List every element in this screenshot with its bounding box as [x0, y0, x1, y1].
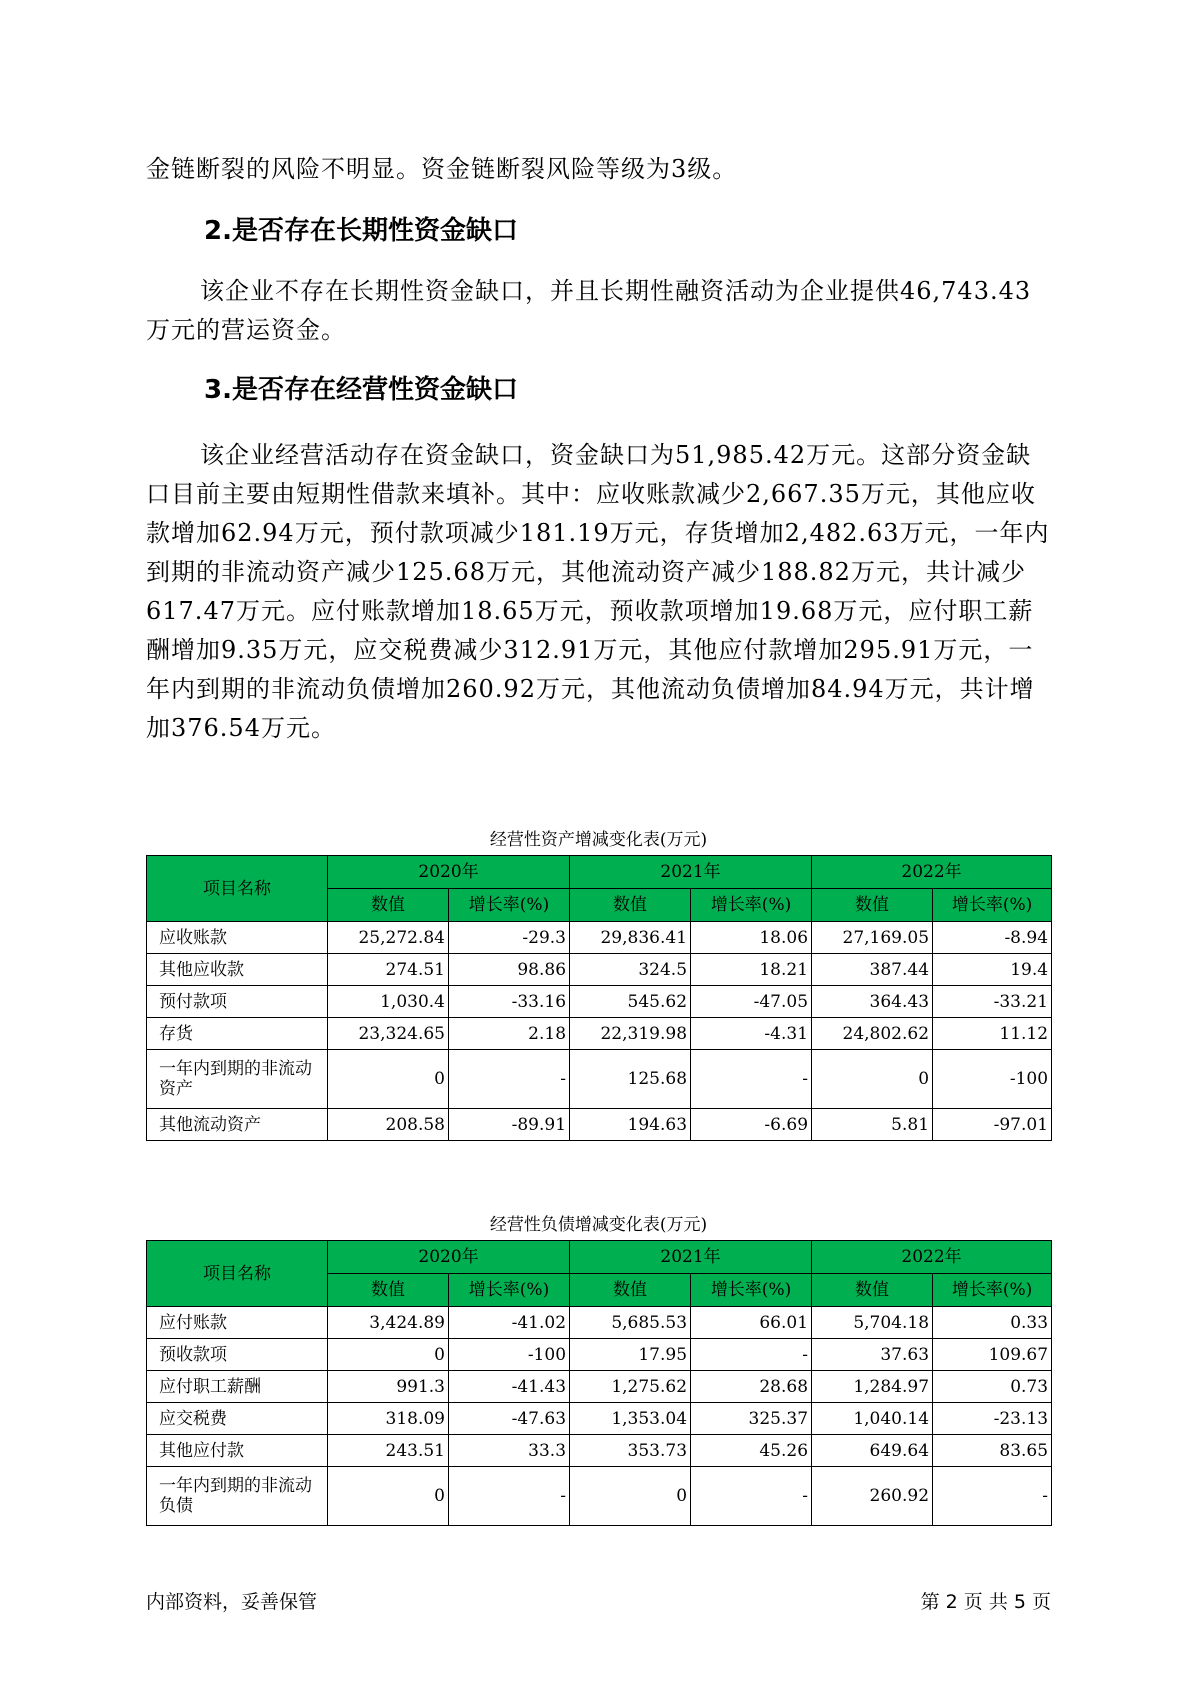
cell-value: 23,324.65	[328, 1018, 449, 1050]
cell-growth: -	[449, 1467, 570, 1526]
table-row	[147, 954, 1052, 986]
cell-growth: -	[449, 1050, 570, 1109]
cell-growth: 83.65	[933, 1435, 1052, 1467]
header-value: 数值	[812, 1274, 933, 1307]
cell-value: 17.95	[570, 1339, 691, 1371]
table-row	[147, 1467, 1052, 1526]
table-row	[147, 1403, 1052, 1435]
cell-value: 387.44	[812, 954, 933, 986]
cell-growth: -6.69	[691, 1109, 812, 1141]
cell-growth: -33.21	[933, 986, 1052, 1018]
cell-value: 1,030.4	[328, 986, 449, 1018]
header-value: 数值	[328, 1274, 449, 1307]
cell-value: 0	[812, 1050, 933, 1109]
row-label: 应收账款	[147, 922, 328, 954]
cell-value: 545.62	[570, 986, 691, 1018]
liability-table-caption: 经营性负债增减变化表(万元)	[489, 1215, 708, 1235]
header-growth: 增长率(%)	[933, 889, 1052, 922]
header-year-2020: 2020年	[328, 1241, 570, 1274]
cell-growth: 45.26	[691, 1435, 812, 1467]
row-label: 一年内到期的非流动负债	[147, 1467, 328, 1526]
header-growth: 增长率(%)	[691, 889, 812, 922]
cell-value: 0	[328, 1467, 449, 1526]
cell-value: 3,424.89	[328, 1307, 449, 1339]
cell-growth: -	[691, 1050, 812, 1109]
cell-growth: -41.02	[449, 1307, 570, 1339]
cell-value: 0	[570, 1467, 691, 1526]
cell-value: 1,353.04	[570, 1403, 691, 1435]
cell-growth: 33.3	[449, 1435, 570, 1467]
header-value: 数值	[812, 889, 933, 922]
row-label: 其他流动资产	[147, 1109, 328, 1141]
cell-growth: -97.01	[933, 1109, 1052, 1141]
cell-value: 24,802.62	[812, 1018, 933, 1050]
footer-confidential-note: 内部资料，妥善保管	[146, 1591, 318, 1613]
heading-operating-gap: 3.是否存在经营性资金缺口	[204, 375, 518, 405]
row-label: 预收款项	[147, 1339, 328, 1371]
row-label: 应付账款	[147, 1307, 328, 1339]
cell-value: 364.43	[812, 986, 933, 1018]
cell-growth: 0.73	[933, 1371, 1052, 1403]
paragraph-risk-level: 金链断裂的风险不明显。资金链断裂风险等级为3级。	[146, 155, 738, 183]
cell-value: 260.92	[812, 1467, 933, 1526]
row-label: 其他应收款	[147, 954, 328, 986]
cell-growth: 66.01	[691, 1307, 812, 1339]
cell-growth: -47.63	[449, 1403, 570, 1435]
cell-value: 125.68	[570, 1050, 691, 1109]
cell-value: 27,169.05	[812, 922, 933, 954]
asset-table	[146, 855, 1052, 1141]
cell-growth: -4.31	[691, 1018, 812, 1050]
cell-growth: 98.86	[449, 954, 570, 986]
cell-value: 324.5	[570, 954, 691, 986]
cell-value: 318.09	[328, 1403, 449, 1435]
row-label: 应付职工薪酬	[147, 1371, 328, 1403]
header-year-2021: 2021年	[570, 1241, 812, 1274]
cell-growth: -	[691, 1467, 812, 1526]
cell-growth: 18.21	[691, 954, 812, 986]
cell-value: 22,319.98	[570, 1018, 691, 1050]
table-row	[147, 1371, 1052, 1403]
cell-value: 29,836.41	[570, 922, 691, 954]
cell-value: 274.51	[328, 954, 449, 986]
header-value: 数值	[328, 889, 449, 922]
table-row	[147, 1050, 1052, 1109]
cell-growth: -29.3	[449, 922, 570, 954]
cell-growth: 11.12	[933, 1018, 1052, 1050]
cell-value: 353.73	[570, 1435, 691, 1467]
table-row	[147, 986, 1052, 1018]
table-row	[147, 922, 1052, 954]
asset-table-caption: 经营性资产增减变化表(万元)	[489, 830, 708, 850]
cell-value: 5,704.18	[812, 1307, 933, 1339]
row-label: 预付款项	[147, 986, 328, 1018]
cell-growth: -47.05	[691, 986, 812, 1018]
cell-growth: -33.16	[449, 986, 570, 1018]
cell-growth: -100	[449, 1339, 570, 1371]
cell-value: 208.58	[328, 1109, 449, 1141]
cell-value: 25,272.84	[328, 922, 449, 954]
cell-value: 991.3	[328, 1371, 449, 1403]
table-row	[147, 1109, 1052, 1141]
cell-value: 194.63	[570, 1109, 691, 1141]
cell-growth: 28.68	[691, 1371, 812, 1403]
cell-value: 1,284.97	[812, 1371, 933, 1403]
cell-growth: -	[691, 1339, 812, 1371]
footer-page-number: 第 2 页 共 5 页	[920, 1591, 1051, 1613]
header-growth: 增长率(%)	[691, 1274, 812, 1307]
header-year-2022: 2022年	[812, 1241, 1052, 1274]
row-label: 其他应付款	[147, 1435, 328, 1467]
header-growth: 增长率(%)	[449, 889, 570, 922]
cell-growth: 2.18	[449, 1018, 570, 1050]
table-row	[147, 1339, 1052, 1371]
cell-value: 5.81	[812, 1109, 933, 1141]
header-year-2022: 2022年	[812, 856, 1052, 889]
row-label: 存货	[147, 1018, 328, 1050]
cell-growth: -41.43	[449, 1371, 570, 1403]
cell-growth: 0.33	[933, 1307, 1052, 1339]
header-value: 数值	[570, 889, 691, 922]
cell-growth: -	[933, 1467, 1052, 1526]
liability-table	[146, 1240, 1052, 1526]
header-year-2020: 2020年	[328, 856, 570, 889]
row-label: 应交税费	[147, 1403, 328, 1435]
cell-growth: 18.06	[691, 922, 812, 954]
cell-value: 1,040.14	[812, 1403, 933, 1435]
cell-value: 37.63	[812, 1339, 933, 1371]
cell-growth: -8.94	[933, 922, 1052, 954]
cell-value: 0	[328, 1339, 449, 1371]
header-item-name: 项目名称	[147, 856, 328, 922]
header-year-2021: 2021年	[570, 856, 812, 889]
cell-value: 243.51	[328, 1435, 449, 1467]
cell-growth: -89.91	[449, 1109, 570, 1141]
cell-value: 5,685.53	[570, 1307, 691, 1339]
cell-value: 0	[328, 1050, 449, 1109]
cell-growth: 325.37	[691, 1403, 812, 1435]
cell-growth: 109.67	[933, 1339, 1052, 1371]
header-growth: 增长率(%)	[933, 1274, 1052, 1307]
cell-value: 649.64	[812, 1435, 933, 1467]
paragraph-long-term-gap: 该企业不存在长期性资金缺口，并且长期性融资活动为企业提供46,743.43万元的营运资金。	[146, 277, 1032, 344]
header-growth: 增长率(%)	[449, 1274, 570, 1307]
row-label: 一年内到期的非流动资产	[147, 1050, 328, 1109]
table-row	[147, 1435, 1052, 1467]
cell-growth: 19.4	[933, 954, 1052, 986]
table-row	[147, 1018, 1052, 1050]
cell-growth: -23.13	[933, 1403, 1052, 1435]
heading-long-term-gap: 2.是否存在长期性资金缺口	[204, 216, 518, 246]
header-value: 数值	[570, 1274, 691, 1307]
header-item-name: 项目名称	[147, 1241, 328, 1307]
paragraph-operating-gap: 该企业经营活动存在资金缺口，资金缺口为51,985.42万元。这部分资金缺口目前主要由短期性借款来填补。其中：应收账款减少2,667.35万元，其他应收款增加62.94万元，预付款项减少181.19万元，存货增加2,482.63万元，一年内到期的非流动资产减少125.68万元，其他流动资产减少188.82万元，共计减少617.47万元。应付账款增加18.65万元，预收款项增加19.68万元，应付职工薪酬增加9.35万元，应交税费减少312.91万元，其他应付款增加295.91万元，一年内到期的非流动负债增加260.92万元，其他流动负债增加84.94万元，共计增加376.54万元。	[146, 441, 1050, 742]
cell-growth: -100	[933, 1050, 1052, 1109]
table-row	[147, 1307, 1052, 1339]
cell-value: 1,275.62	[570, 1371, 691, 1403]
